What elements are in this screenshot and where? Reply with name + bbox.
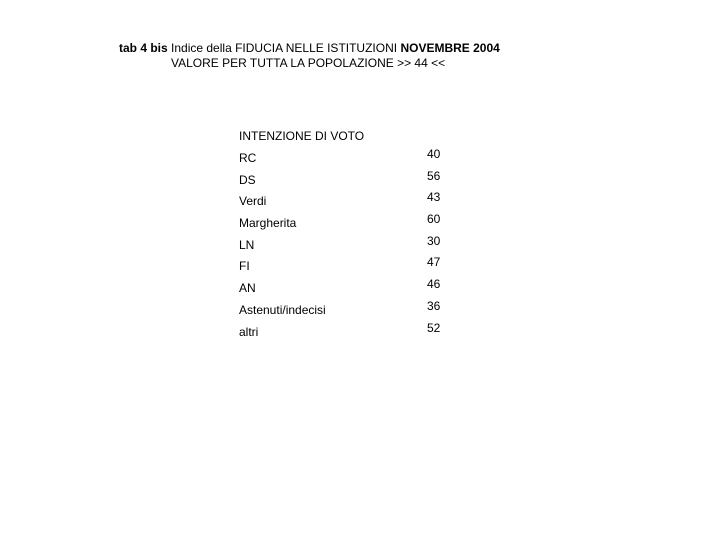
table-row (239, 320, 479, 345)
tab-label: tab 4 bis (119, 41, 168, 55)
title-text: Indice della FIDUCIA NELLE ISTITUZIONI (171, 41, 398, 55)
row-label: FI (239, 259, 250, 274)
table-rows (239, 149, 479, 344)
table-row (239, 168, 479, 193)
table-row (239, 149, 479, 171)
table-row (239, 233, 479, 258)
row-value: 30 (427, 233, 441, 248)
row-label: DS (239, 172, 256, 187)
row-value: 36 (427, 298, 441, 313)
vote-intention-table (239, 129, 479, 344)
document-title (119, 41, 500, 55)
row-label: RC (239, 151, 257, 165)
row-value: 40 (427, 147, 441, 161)
row-value: 47 (427, 255, 441, 270)
row-label: altri (239, 324, 259, 339)
row-value: 43 (427, 190, 441, 205)
row-label: Astenuti/indecisi (239, 302, 326, 317)
row-value: 46 (427, 277, 441, 292)
row-label: AN (239, 281, 256, 296)
table-row (239, 192, 479, 214)
row-value: 52 (427, 320, 441, 335)
table-row (239, 298, 479, 323)
title-date: NOVEMBRE 2004 (400, 41, 500, 55)
table-row (239, 279, 479, 301)
table-title: INTENZIONE DI VOTO (239, 129, 365, 143)
row-value: 60 (427, 212, 441, 227)
row-value: 56 (427, 168, 441, 183)
row-label: LN (239, 237, 255, 252)
document-subtitle: VALORE PER TUTTA LA POPOLAZIONE >> 44 << (171, 56, 446, 70)
table-row (239, 214, 479, 236)
row-label: Margherita (239, 216, 297, 231)
table-row (239, 257, 479, 279)
row-label: Verdi (239, 194, 267, 209)
